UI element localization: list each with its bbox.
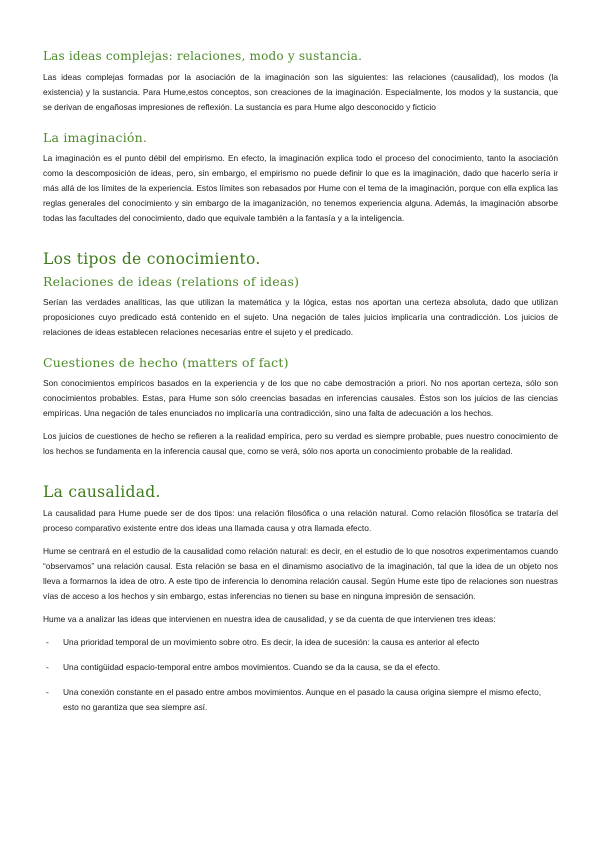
bullet-dash: -	[46, 687, 49, 697]
paragraph-matters-of-fact-1: Son conocimientos empíricos basados en la experiencia y de los que no cabe demostración a priori. No nos aportan certeza, sólo son conocimientos probables. Estas, para Hume son sólo creencias basadas en inferencias causales. Éstos son los juicios de las ciencias empíricas. Una negación de tales enunciados no implicaría una contradicción, sino una falta de adecuación a los hechos.	[43, 378, 558, 418]
paragraph-matters-of-fact-2: Los juicios de cuestiones de hecho se refieren a la realidad empírica, pero su verdad es siempre probable, pues nuestro conocimiento de los hechos se fundamenta en la inferencia causal que, como se verá, sólo nos aporta un conocimiento probable de la realidad.	[43, 431, 558, 456]
causality-ideas-list	[43, 635, 558, 715]
heading-complex-ideas: Las ideas complejas: relaciones, modo y sustancia.	[43, 49, 363, 63]
list-item	[43, 635, 558, 650]
list-item	[43, 685, 558, 715]
paragraph-causality-1: La causalidad para Hume puede ser de dos tipos: una relación filosófica o una relación natural. Como relación filosófica se trataría del proceso comparativo existente entre dos ideas una llamada causa y otra llamada efecto.	[43, 508, 558, 533]
list-item-text: Una contigüidad espacio-temporal entre ambos movimientos. Cuando se da la causa, se da el efecto.	[63, 662, 441, 672]
heading-imagination: La imaginación.	[43, 130, 148, 145]
heading-matters-of-fact: Cuestiones de hecho (matters of fact)	[43, 355, 289, 370]
heading-causality: La causalidad.	[43, 483, 161, 501]
list-item-text: Una prioridad temporal de un movimiento sobre otro. Es decir, la idea de sucesión: la causa es anterior al efecto	[63, 637, 480, 647]
paragraph-causality-2: Hume se centrará en el estudio de la causalidad como relación natural: es decir, en el estudio de lo que nosotros experimentamos cuando “observamos” una relación causal. Esta relación se basa en el dinamismo asociativo de la imaginación, tal que la idea de un objeto nos lleva a formarnos la idea de otro. A este tipo de inferencia lo denomina relación causal. Según Hume este tipo de relaciones son nuestras vías de acceso a los hechos y sin embargo, estas inferencias no tienen su base en ninguna impresión de sensación.	[43, 546, 558, 601]
heading-relations-of-ideas: Relaciones de ideas (relations of ideas)	[43, 274, 300, 289]
paragraph-relations-of-ideas: Serían las verdades analíticas, las que utilizan la matemática y la lógica, estas nos aportan una certeza absoluta, dado que utilizan proposiciones cuyo predicado está contenido en el sujeto. Una negación de tales juicios implicaría una contradicción. Los juicios de relaciones de ideas establecen relaciones necesarias entre el sujeto y el predicado.	[43, 297, 558, 337]
bullet-dash: -	[46, 637, 49, 647]
bullet-dash: -	[46, 662, 49, 672]
list-item-text: Una conexión constante en el pasado entre ambos movimientos. Aunque en el pasado la causa origina siempre el mismo efecto, esto no garantiza que sea siempre así.	[63, 687, 542, 712]
paragraph-causality-3: Hume va a analizar las ideas que intervienen en nuestra idea de causalidad, y se da cuenta de que intervienen tres ideas:	[43, 614, 496, 624]
paragraph-imagination: La imaginación es el punto débil del empirismo. En efecto, la imaginación explica todo el proceso del conocimiento, tanto la asociación como la descomposición de ideas, pero, sin embargo, el empirismo no puede definir lo que es la imaginación, dado que hacerlo sería ir más allá de los límites de la experiencia. Estos límites son rebasados por Hume con el tema de la imaginación, porque con ella explica las reglas generales del conocimiento y sin embargo de la imaganización, no tenemos experiencia alguna. Además, la imaginación absorbe todas las facultades del conocimiento, dado que equivale también a la fantasía y a la inteligencia.	[43, 153, 558, 223]
paragraph-complex-ideas: Las ideas complejas formadas por la asociación de la imaginación son las siguientes: las relaciones (causalidad), los modos (la existencia) y la sustancia. Para Hume,estos conceptos, son creaciones de la imaginación. Especialmente, los modos y la sustancia, que se derivan de engañosas impresiones de reflexión. La sustancia es para Hume algo desconocido y ficticio	[43, 72, 558, 112]
heading-knowledge-types: Los tipos de conocimiento.	[43, 250, 261, 268]
list-item	[43, 660, 558, 675]
